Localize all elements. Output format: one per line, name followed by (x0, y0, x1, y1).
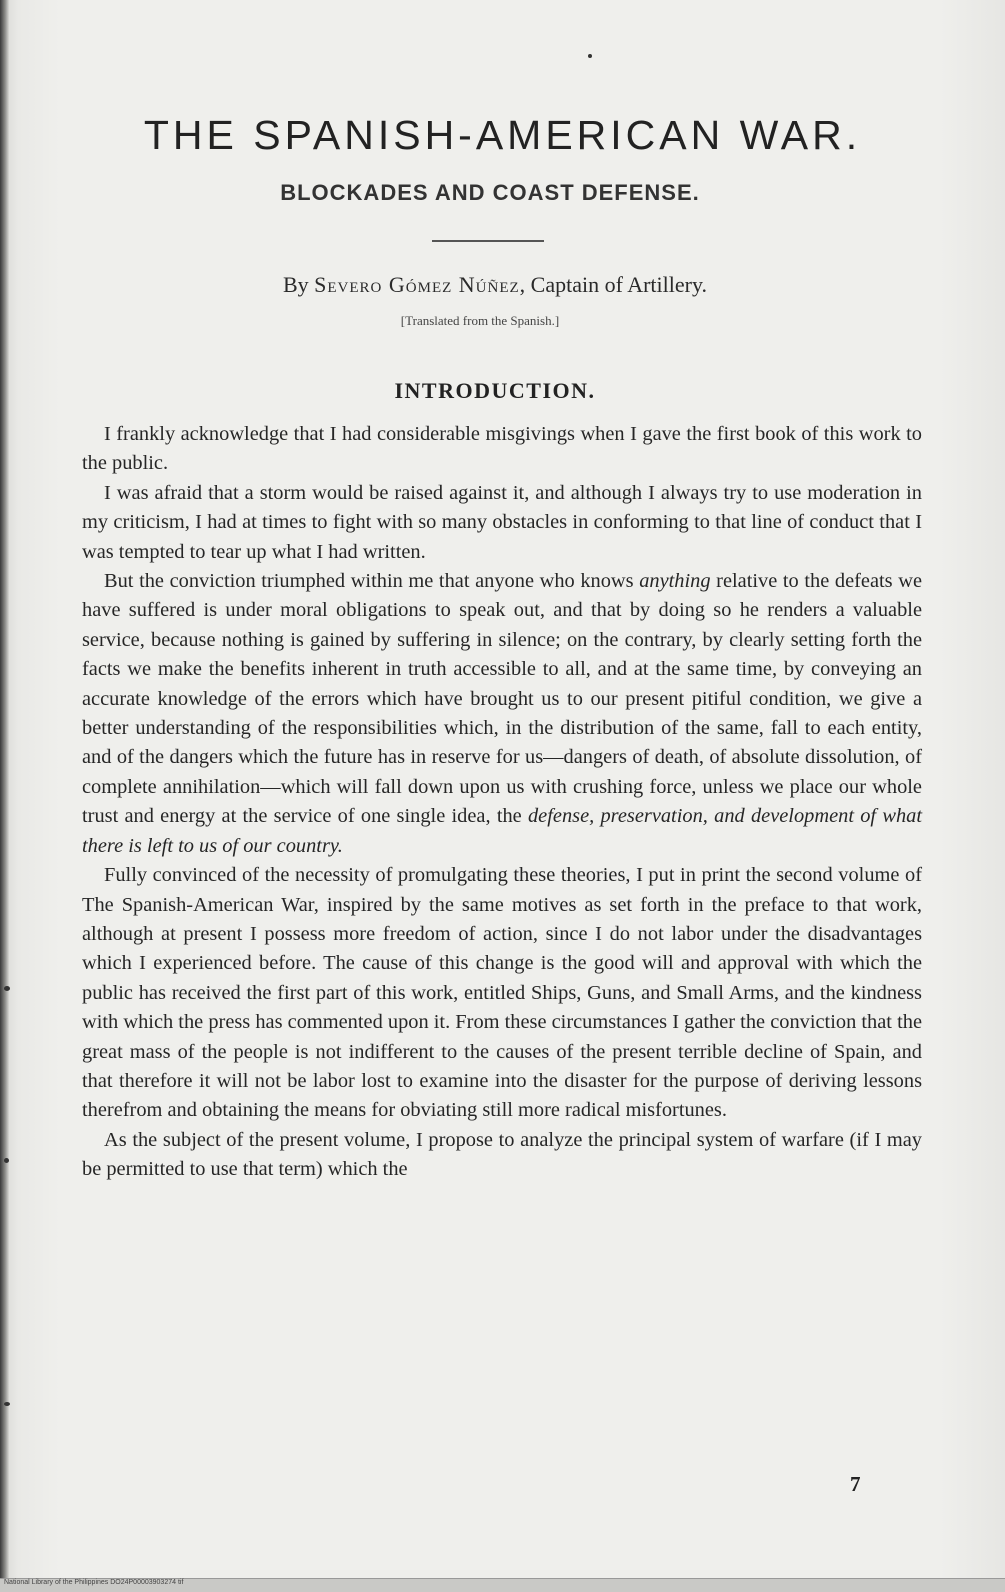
translation-note: [Translated from the Spanish.] (400, 313, 560, 328)
speck-mark (588, 54, 592, 58)
article-subtitle: BLOCKADES AND COAST DEFENSE. (280, 180, 700, 205)
footer-credit: National Library of the Philippines DO24P00003903274 tif (4, 1579, 184, 1586)
body-text (82, 420, 922, 1185)
title-rule (432, 240, 544, 242)
paragraph-3-emphasis-2: defense, preservation, and development of what there is left to us of our country. (82, 805, 923, 857)
article-title: THE SPANISH-AMERICAN WAR. (143, 112, 862, 158)
paragraph-5: As the subject of the present volume, I propose to analyze the principal system of warfare (if I may be permitted to use that term) which the (82, 1128, 922, 1181)
paragraph-3 (82, 567, 922, 861)
paragraph-3-middle: relative to the defeats we have suffered is under moral obligations to speak out, and that by doing so he renders a valuable service, because nothing is gained by suffering in silence; on the contrary, by clearly setting forth the facts we make the benefits inherent in truth accessible to all, and at the same time, by conveying an accurate knowledge of the errors which have brought us to our present pitiful condition, we give a better understanding of the responsibilities which, in the distribution of the same, fall to each entity, and of the dangers which the future has in reserve for us—dangers of death, of absolute dissolution, of complete annihilation—which will fall down upon us with crushing force, unless we place our whole trust and energy at the service of one single idea, the (82, 570, 923, 828)
paragraph-3-lead: But the conviction triumphed within me that anyone who knows (104, 570, 640, 593)
speck-mark (4, 1158, 9, 1163)
speck-mark (4, 986, 10, 991)
binding-edge (0, 0, 9, 1591)
byline-suffix: , Captain of Artillery. (519, 272, 708, 297)
paragraph-2: I was afraid that a storm would be raised against it, and although I always try to use moderation in my criticism, I had at times to fight with so many obstacles in conforming to that line of conduct that I was tempted to tear up what I had written. (82, 481, 922, 563)
speck-mark (4, 1402, 10, 1406)
paragraph-1: I frankly acknowledge that I had considerable misgivings when I gave the first book of this work to the public. (82, 423, 922, 475)
page-number: 7 (850, 1472, 861, 1496)
byline (0, 272, 990, 298)
paragraph-4: Fully convinced of the necessity of promulgating these theories, I put in print the second volume of The Spanish-American War, inspired by the same motives as set forth in the preface to that work, although at present I possess more freedom of action, since I do not labor under the disadvantages which I experienced before. The cause of this change is the good will and approval with which the public has received the first part of this work, entitled Ships, Guns, and Small Arms, and the kindness with which the press has commented upon it. From these circumstances I gather the conviction that the great mass of the people is not indifferent to the causes of the present terrible decline of Spain, and that therefore it will not be labor lost to examine into the disaster for the purpose of deriving lessons therefrom and obtaining the means for obviating still more radical misfortunes. (82, 864, 922, 1122)
section-heading: INTRODUCTION. (394, 378, 596, 403)
paragraph-3-emphasis-1: anything (639, 570, 711, 593)
byline-prefix: By (282, 272, 315, 297)
byline-author: Severo Gómez Núñez (314, 272, 520, 297)
